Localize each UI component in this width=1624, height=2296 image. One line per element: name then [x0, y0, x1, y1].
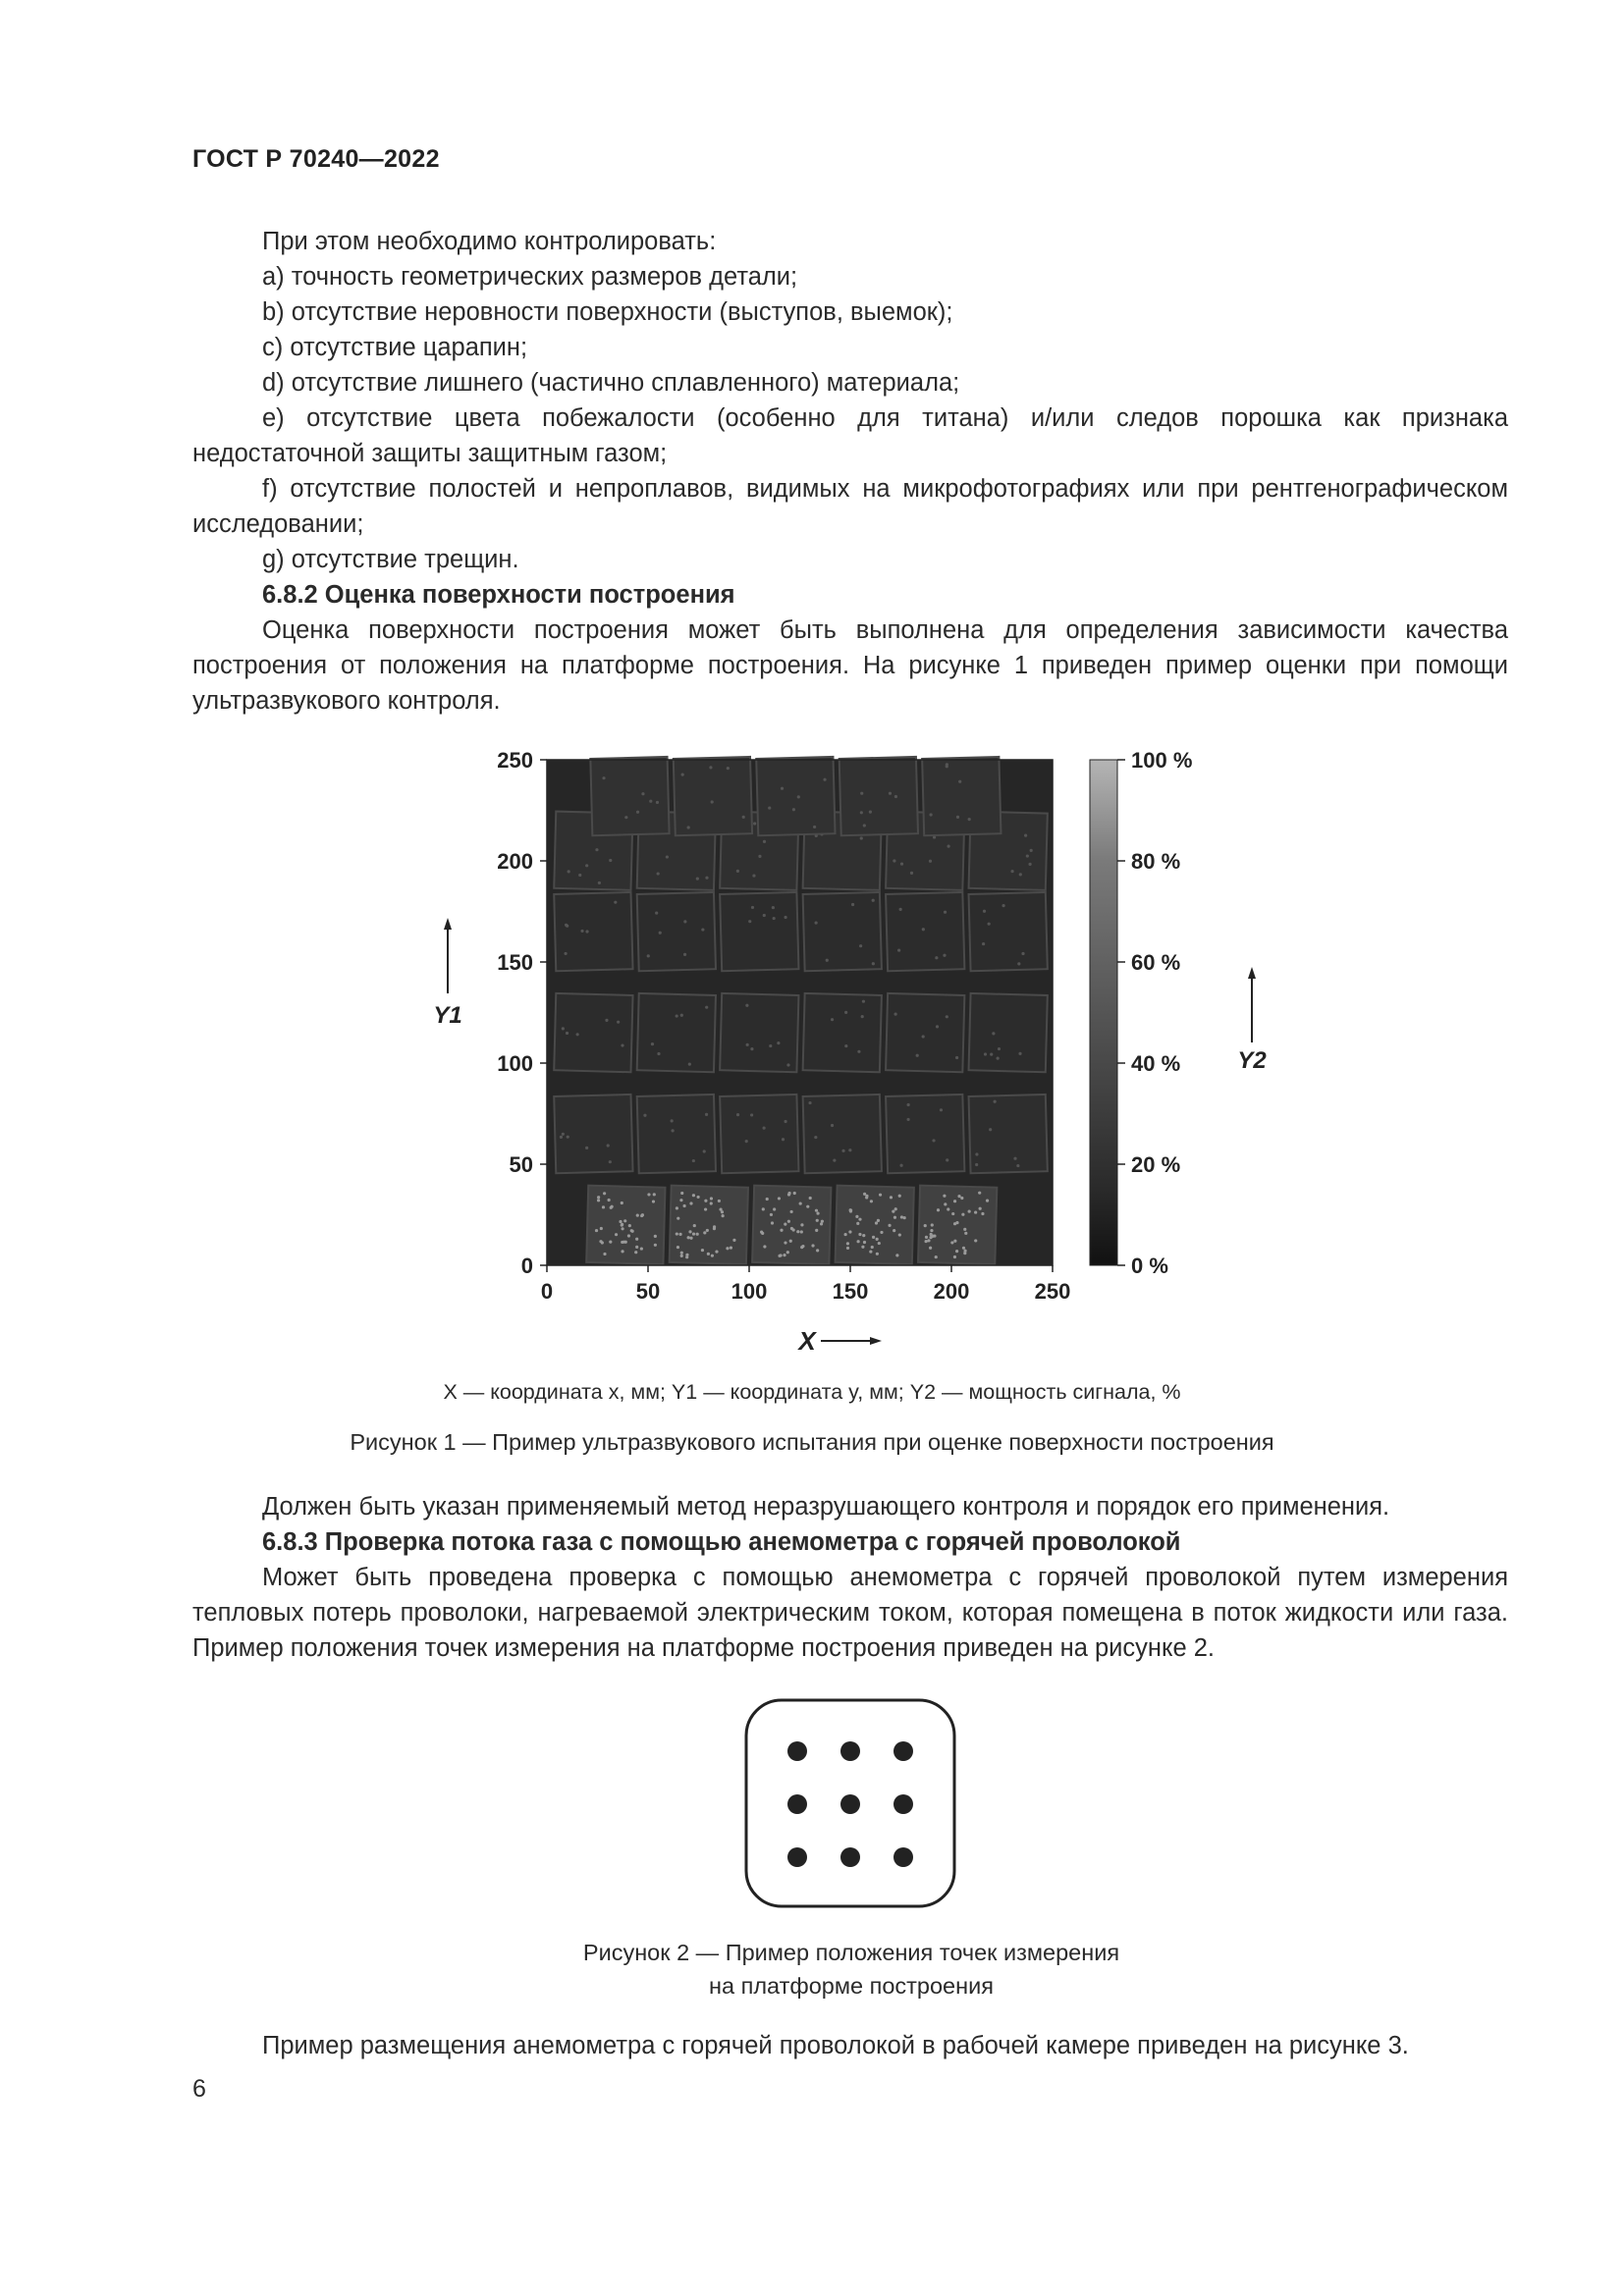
intro-block	[192, 224, 1508, 719]
y-tick-label: 200	[497, 849, 533, 874]
heatmap-cell	[886, 1095, 964, 1173]
heatmap-cell	[554, 892, 632, 971]
x-label: X	[798, 1326, 816, 1356]
heatmap-cell	[554, 1095, 632, 1173]
heatmap-cell	[886, 892, 964, 971]
colorbar-tick-label: 80 %	[1131, 849, 1181, 874]
closing-text: Пример размещения анемометра с горячей проволокой в рабочей камере приведен на рисунке 3.	[262, 2032, 1409, 2059]
x-tick-label: 0	[540, 1279, 554, 1304]
section-682-heading: 6.8.2 Оценка поверхности построения	[262, 581, 735, 609]
list-item-f: f) отсутствие полостей и непроплавов, видимых на микрофотографиях или при рентгенографическом исследовании;	[192, 475, 1508, 538]
heatmap-cell	[918, 1186, 997, 1264]
list-item-g: g) отсутствие трещин.	[262, 546, 519, 573]
heatmap-cell	[586, 1186, 665, 1264]
heatmap-cell	[803, 993, 882, 1072]
heatmap-cell	[720, 1095, 798, 1173]
ultrasound-heatmap-chart	[422, 738, 1286, 1366]
heatmap-cell	[752, 1186, 831, 1264]
figure-1-caption: Рисунок 1 — Пример ультразвукового испытания при оценке поверхности построения	[350, 1429, 1274, 1455]
figure-2-caption-line1: Рисунок 2 — Пример положения точек измерения	[582, 1940, 1120, 1965]
y1-arrowhead	[444, 918, 452, 930]
colorbar-ticks	[1117, 748, 1192, 1278]
section-683-heading: 6.8.3 Проверка потока газа с помощью анемометра с горячей проволокой	[262, 1528, 1181, 1556]
heatmap-cell	[836, 1186, 914, 1264]
intro-lead: При этом необходимо контролировать:	[262, 228, 717, 255]
measurement-point	[840, 1847, 860, 1867]
heatmap-cell	[590, 757, 669, 835]
y-tick-label: 150	[497, 950, 533, 975]
measurement-point	[787, 1847, 807, 1867]
colorbar-tick-label: 20 %	[1131, 1152, 1181, 1177]
heatmap-cell	[554, 993, 632, 1072]
figure-2	[742, 1696, 960, 1912]
x-tick-label: 150	[832, 1279, 869, 1304]
heatmap-cell	[886, 993, 964, 1072]
x-tick-label: 50	[635, 1279, 661, 1304]
y1-label: Y1	[433, 1002, 462, 1029]
colorbar-tick-label: 60 %	[1131, 950, 1181, 975]
y-tick-label: 50	[509, 1152, 533, 1177]
x-tick-label: 250	[1034, 1279, 1071, 1304]
heatmap-cell	[674, 757, 752, 835]
y2-label: Y2	[1237, 1047, 1267, 1074]
list-item-c: c) отсутствие царапин;	[262, 334, 528, 361]
colorbar-tick-label: 0 %	[1131, 1254, 1168, 1278]
heatmap-cell	[637, 993, 716, 1072]
heatmap-cell	[969, 993, 1048, 1072]
measurement-point	[840, 1741, 860, 1761]
colorbar-tick-label: 100 %	[1131, 748, 1193, 773]
heatmap-cell	[839, 757, 918, 835]
heatmap-cell	[803, 1095, 882, 1173]
y-tick-label: 0	[520, 1254, 533, 1278]
y-tick-label: 100	[497, 1051, 533, 1076]
section-682-text: Оценка поверхности построения может быть выполнена для определения зависимости качества построения от положения на платформе построения. На рисунке 1 приведен пример оценки при помощи ультразвукового контроля.	[192, 616, 1508, 715]
measurement-point	[840, 1794, 860, 1814]
section-683-text: Может быть проведена проверка с помощью анемометра с горячей проволокой путем измерения тепловых потерь проволоки, нагреваемой электрическим током, которая помещена в поток жидкости или газа. Пример положения точек измерения на платформе построения приведен на рисунке 2.	[192, 1564, 1508, 1662]
colorbar	[1090, 760, 1117, 1265]
heatmap-cell	[670, 1186, 748, 1264]
list-item-e: e) отсутствие цвета побежалости (особенно для титана) и/или следов порошка как признака недостаточной защиты защитным газом;	[192, 404, 1508, 467]
heatmap-cell	[922, 757, 1001, 835]
page-number: 6	[192, 2075, 206, 2103]
measurement-point	[893, 1847, 913, 1867]
heatmap-cell	[969, 892, 1048, 971]
list-item-a: a) точность геометрических размеров детали;	[262, 263, 798, 291]
list-item-d: d) отсутствие лишнего (частично сплавленного) материала;	[262, 369, 960, 397]
measurement-point	[893, 1741, 913, 1761]
list-item-b: b) отсутствие неровности поверхности (выступов, выемок);	[262, 298, 953, 326]
y2-arrowhead	[1248, 967, 1256, 979]
ndt-method-text: Должен быть указан применяемый метод неразрушающего контроля и порядок его применения.	[262, 1493, 1390, 1521]
x-tick-label: 200	[933, 1279, 970, 1304]
x-tick-label: 100	[731, 1279, 768, 1304]
standard-header: ГОСТ Р 70240—2022	[192, 145, 440, 173]
heatmap-cell	[969, 1095, 1048, 1173]
x-arrowhead	[870, 1337, 882, 1345]
heatmap-cell	[803, 892, 882, 971]
figure-1-legend: X — координата x, мм; Y1 — координата y, мм; Y2 — мощность сигнала, %	[443, 1380, 1181, 1404]
heatmap-cell	[756, 757, 835, 835]
figure-1	[422, 738, 1286, 1366]
figure-2-caption-line2: на платформе построения	[709, 1973, 994, 1999]
figure-2-caption	[0, 1936, 1624, 2002]
heatmap-cell	[720, 993, 798, 1072]
heatmap-cell	[637, 892, 716, 971]
measurement-points-diagram	[742, 1696, 960, 1912]
measurement-point	[787, 1794, 807, 1814]
middle-block	[192, 1489, 1508, 1666]
y-tick-label: 250	[497, 748, 533, 773]
measurement-point	[893, 1794, 913, 1814]
colorbar-tick-label: 40 %	[1131, 1051, 1181, 1076]
closing-block	[192, 2028, 1508, 2063]
heatmap-cell	[637, 1095, 716, 1173]
heatmap-cell	[720, 892, 798, 971]
measurement-point	[787, 1741, 807, 1761]
